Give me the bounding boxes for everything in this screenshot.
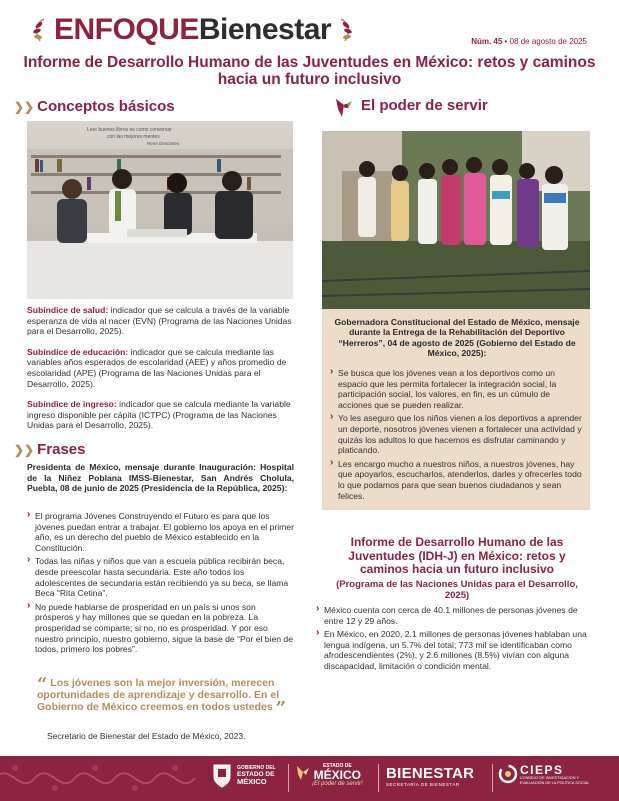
edomex-tagline: ¡El poder de servir! [312,781,363,787]
section-poder [361,97,488,114]
masthead-logo [30,10,355,50]
masthead-enfoque: ENFOQUE [54,13,199,46]
definition-term: Subíndice de salud: [27,305,109,315]
frases-source: Presidenta de México, mensaje durante Inauguración: Hospital de la Niñez Poblana IMSS-Bienestar, San Andrés Cholula, Puebla, 08 de junio de 2025 (Presidencia de la República, 2025): [27,462,294,494]
list-item: › En México, en 2020, 2.1 millones de personas jóvenes hablaban una lengua indígena, un 5.7% del total; 773 mil se identificaban como afrodescendientes (2%), y 2.6 millones (8.5%) vivían con alguna discapacidad, limitación o condición mental. [316,629,588,671]
highlight-quote [37,674,287,719]
bienestar-logo: BIENESTAR [386,765,475,782]
gob-line1: GOBIERNO DEL [237,765,276,771]
photo-sign-line1: Leer buenos libros es como conversar [87,127,172,133]
bienestar-sub: SECRETARÍA DE BIENESTAR [386,782,460,787]
list-item: › El programa Jóvenes Construyendo el Futuro es para que los jóvenes puedan entrar a trabajar. El gobierno los apoya en el primer año, es un derecho del pueblo de México establecido en la Constitución. [27,511,294,553]
quote-source: Secretario de Bienestar del Estado de México, 2023. [47,731,246,741]
laurel-left-icon [30,17,50,43]
photo-sign-line3: René Descartes [147,141,180,146]
issue-date: 08 de agosto de 2025 [509,37,587,46]
list-item: › Les encargo mucho a nuestros niños, a nuestros jóvenes, hay que apoyarlos, escucharlos, atenderlos, darles y ofrecerles todo lo que podamos para que sean buenos ciudadanos y sean felices. [330,459,584,501]
footer-divider [378,764,379,792]
definition-educacion [27,347,294,389]
quote-box-heading: Gobernadora Constitucional del Estado de México, mensaje durante la Entrega de la Rehabilitación del Deportivo “Herreros”, 04 de agosto de 2025 (Gobierno del Estado de México, 2025): [334,317,580,359]
footer-divider [492,764,493,792]
page-title: Informe de Desarrollo Humano de las Juventudes en México: retos y caminos hacia un futuro inclusivo [23,54,596,88]
definition-text: indicador que se calcula mediante las variables años esperados de escolaridad (AEE) y años promedio de escolaridad (APE) (Programa de las Naciones Unidas para el Desarrollo, 2025). [27,346,287,389]
footer-pattern-icon [0,756,200,801]
footer-divider [288,764,289,792]
laurel-right-icon [335,17,355,43]
list-item: › México cuenta con cerca de 40.1 millones de personas jóvenes de entre 12 y 29 años. [316,605,588,626]
edomex-small: ESTADO DE [322,763,352,769]
quote-text: Los jóvenes son la mejor inversión, merecen oportunidades de aprendizaje y desarrollo. En el Gobierno de México creemos en todos ustedes [37,677,280,713]
idh-source: (Programa de las Naciones Unidas para el Desarrollo, 2025) [336,579,578,601]
state-shield-icon [212,763,232,789]
footer-gobierno [237,765,276,786]
footer-cieps [520,764,589,785]
list-item: › Yo les aseguro que los niños vienen a los deportivos a aprender un deporte, nosotros jóvenes vienen a fortalecer una actividad y quizás los adultos lo que hacemos es disfrutar caminando y platicando. [330,413,584,455]
cieps-name: CIEPS [520,763,564,777]
gob-line3: MÉXICO [237,777,267,786]
definition-term: Subíndice de ingreso: [27,399,117,410]
poder-list [330,368,584,504]
cieps-sub2: EVALUACIÓN DE LA POLÍTICA SOCIAL [520,780,590,785]
footer-edomex [312,763,363,787]
idh-title: Informe de Desarrollo Humano de las Juventudes (IDH-J) en México: retos y caminos hacia un futuro inclusivo [348,535,566,576]
cieps-logo-icon [498,764,518,784]
section-frases-title: Frases [37,441,86,458]
cieps-sub1: CONSEJO DE INVESTIGACIÓN Y [520,776,580,780]
chevron-right-icon: ❯❯ [14,99,35,114]
list-item: › Se busca que los jóvenes vean a los deportivos como un espacio que les permita fortalecer la integración social, la participación social, los valores, en fin, es un cúmulo de acciones que se pueden realizar. [330,368,584,410]
list-item: › Todas las niñas y niños que van a escuela pública recibirán beca, desde preescolar hasta secundaria. Este año todos los adolescentes de secundaria están recibiendo ya su beca, se llama Beca “Rita Cetina”. [27,556,294,598]
issue-separator: • [504,37,508,46]
masthead [0,0,619,52]
masthead-bienestar: Bienestar [198,13,332,46]
gob-line2: ESTADO DE [237,771,275,778]
quote-close-mark: ” [275,698,287,719]
young-women-photo [322,131,590,309]
issue-number: Núm. 45 [471,37,503,46]
section-conceptos [14,98,175,115]
edomex-big: MÉXICO [313,768,362,782]
students-library-photo [27,121,293,299]
definition-text: indicador que se calcula a través de la variable esperanza de vida al nacer (EVN) (Programa de las Naciones Unidas para el Desarrollo, 2025). [27,305,292,337]
definitions [27,305,294,441]
idh-list [316,605,588,675]
edomex-bird-icon [295,764,311,782]
issue-info [471,37,587,46]
photo-sign-line2: con las mejores mentes [107,134,160,140]
chevron-right-icon: ❯❯ [14,442,35,457]
definition-salud [27,305,294,337]
section-conceptos-title: Conceptos básicos [37,98,175,115]
definition-ingreso [27,399,294,431]
frases-list [27,511,294,658]
quote-open-mark: “ [37,674,48,695]
section-frases [14,441,85,458]
section-poder-title: El poder de servir [361,97,488,114]
definition-text: indicador que se calcula mediante la variable ingreso disponible per cápita (ICTPC) (Programa de las Naciones Unidas para el Desarrollo, 2025). [27,399,291,431]
footer-bienestar [386,766,474,787]
list-item: › No puede hablarse de prosperidad en un país si unos son prósperos y hay millones que se quedan en la pobreza. La prosperidad se comparte; si no, no es prosperidad. Y por eso nuestro principio, nuestro gobierno, sigue la base de “Por el bien de todos, primero los pobres”. [27,602,294,655]
hummingbird-icon [332,95,356,119]
definition-term: Subíndice de educación: [27,346,129,357]
